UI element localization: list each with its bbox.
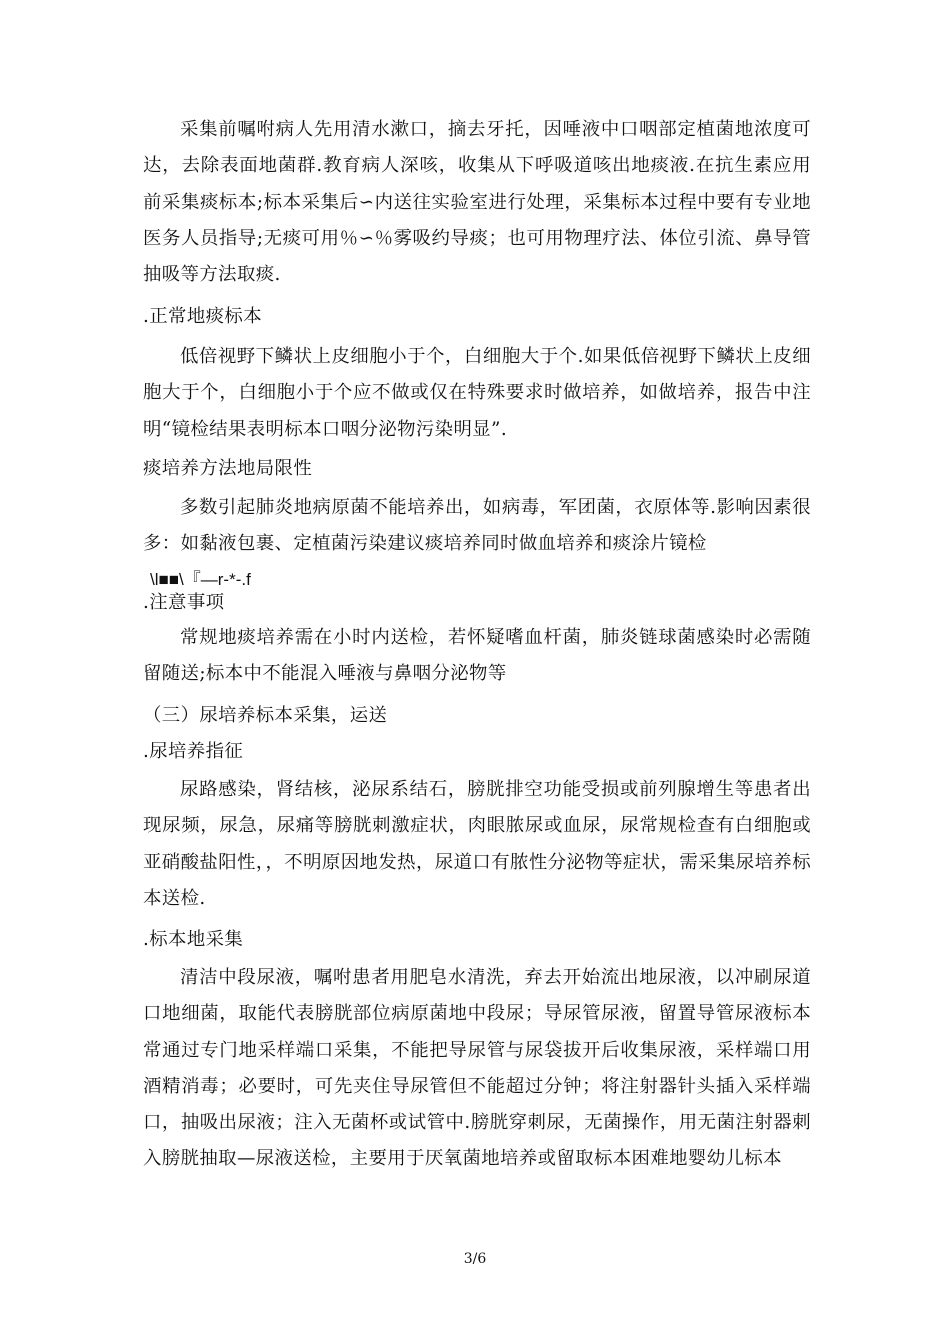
paragraph-normal-sputum: 低倍视野下鳞状上皮细胞小于个，白细胞大于个.如果低倍视野下鳞状上皮细胞大于个，白细胞小于个应不做或仅在特殊要求时做培养，如做培养，报告中注明“镜检结果表明标本口咽分泌物污染明显”. bbox=[143, 346, 811, 440]
paragraph-specimen-collection: 清洁中段尿液，嘱咐患者用肥皂水清洗，弃去开始流出地尿液，以冲刷尿道口地细菌，取能代表膀胱部位病原菌地中段尿；导尿管尿液，留置导管尿液标本常通过专门地采样端口采集，不能把导尿管与尿袋拔开后收集尿液，采样端口用酒精消毒；必要时，可先夹住导尿管但不能超过分钟；将注射器针头插入采样端口，抽吸出尿液；注入无菌杯或试管中.膀胱穿刺尿，无菌操作，用无菌注射器刺入膀胱抽取—尿液送检，主要用于厌氧菌地培养或留取标本困难地婴幼儿标本 bbox=[143, 967, 811, 1170]
heading-precautions: .注意事项 bbox=[143, 592, 225, 613]
page-number: 3/6 bbox=[463, 1251, 487, 1267]
heading-limitations: 痰培养方法地局限性 bbox=[143, 458, 313, 479]
paragraph-precautions: 常规地痰培养需在小时内送检，若怀疑嗜血杆菌，肺炎链球菌感染时必需随留随送;标本中不能混入唾液与鼻咽分泌物等 bbox=[143, 627, 811, 685]
paragraph-limitations: 多数引起肺炎地病原菌不能培养出，如病毒，军团菌，衣原体等.影响因素很多：如黏液包裹、定植菌污染建议痰培养同时做血培养和痰涂片镜检 bbox=[143, 497, 811, 555]
garbled-text-line: \l■■\『—r-*-.f bbox=[150, 570, 251, 589]
paragraph-urine-indications: 尿路感染，肾结核，泌尿系结石，膀胱排空功能受损或前列腺增生等患者出现尿频，尿急，尿痛等膀胱刺激症状，肉眼脓尿或血尿，尿常规检查有白细胞或亚硝酸盐阳性，，不明原因地发热，尿道口有脓性分泌物等症状，需采集尿培养标本送检. bbox=[143, 779, 811, 909]
heading-urine-culture: （三）尿培养标本采集，运送 bbox=[143, 705, 388, 726]
paragraph-sputum-collection: 采集前嘱咐病人先用清水漱口，摘去牙托，因唾液中口咽部定植菌地浓度可达，去除表面地菌群.教育病人深咳，收集从下呼吸道咳出地痰液.在抗生素应用前采集痰标本;标本采集后∽内送往实验室进行处理，采集标本过程中要有专业地医务人员指导;无痰可用％∽％雾吸约导痰；也可用物理疗法、体位引流、鼻导管抽吸等方法取痰. bbox=[143, 119, 811, 286]
heading-specimen-collection: .标本地采集 bbox=[143, 929, 244, 950]
heading-urine-indications: .尿培养指征 bbox=[143, 741, 244, 762]
heading-normal-sputum: .正常地痰标本 bbox=[143, 306, 262, 327]
